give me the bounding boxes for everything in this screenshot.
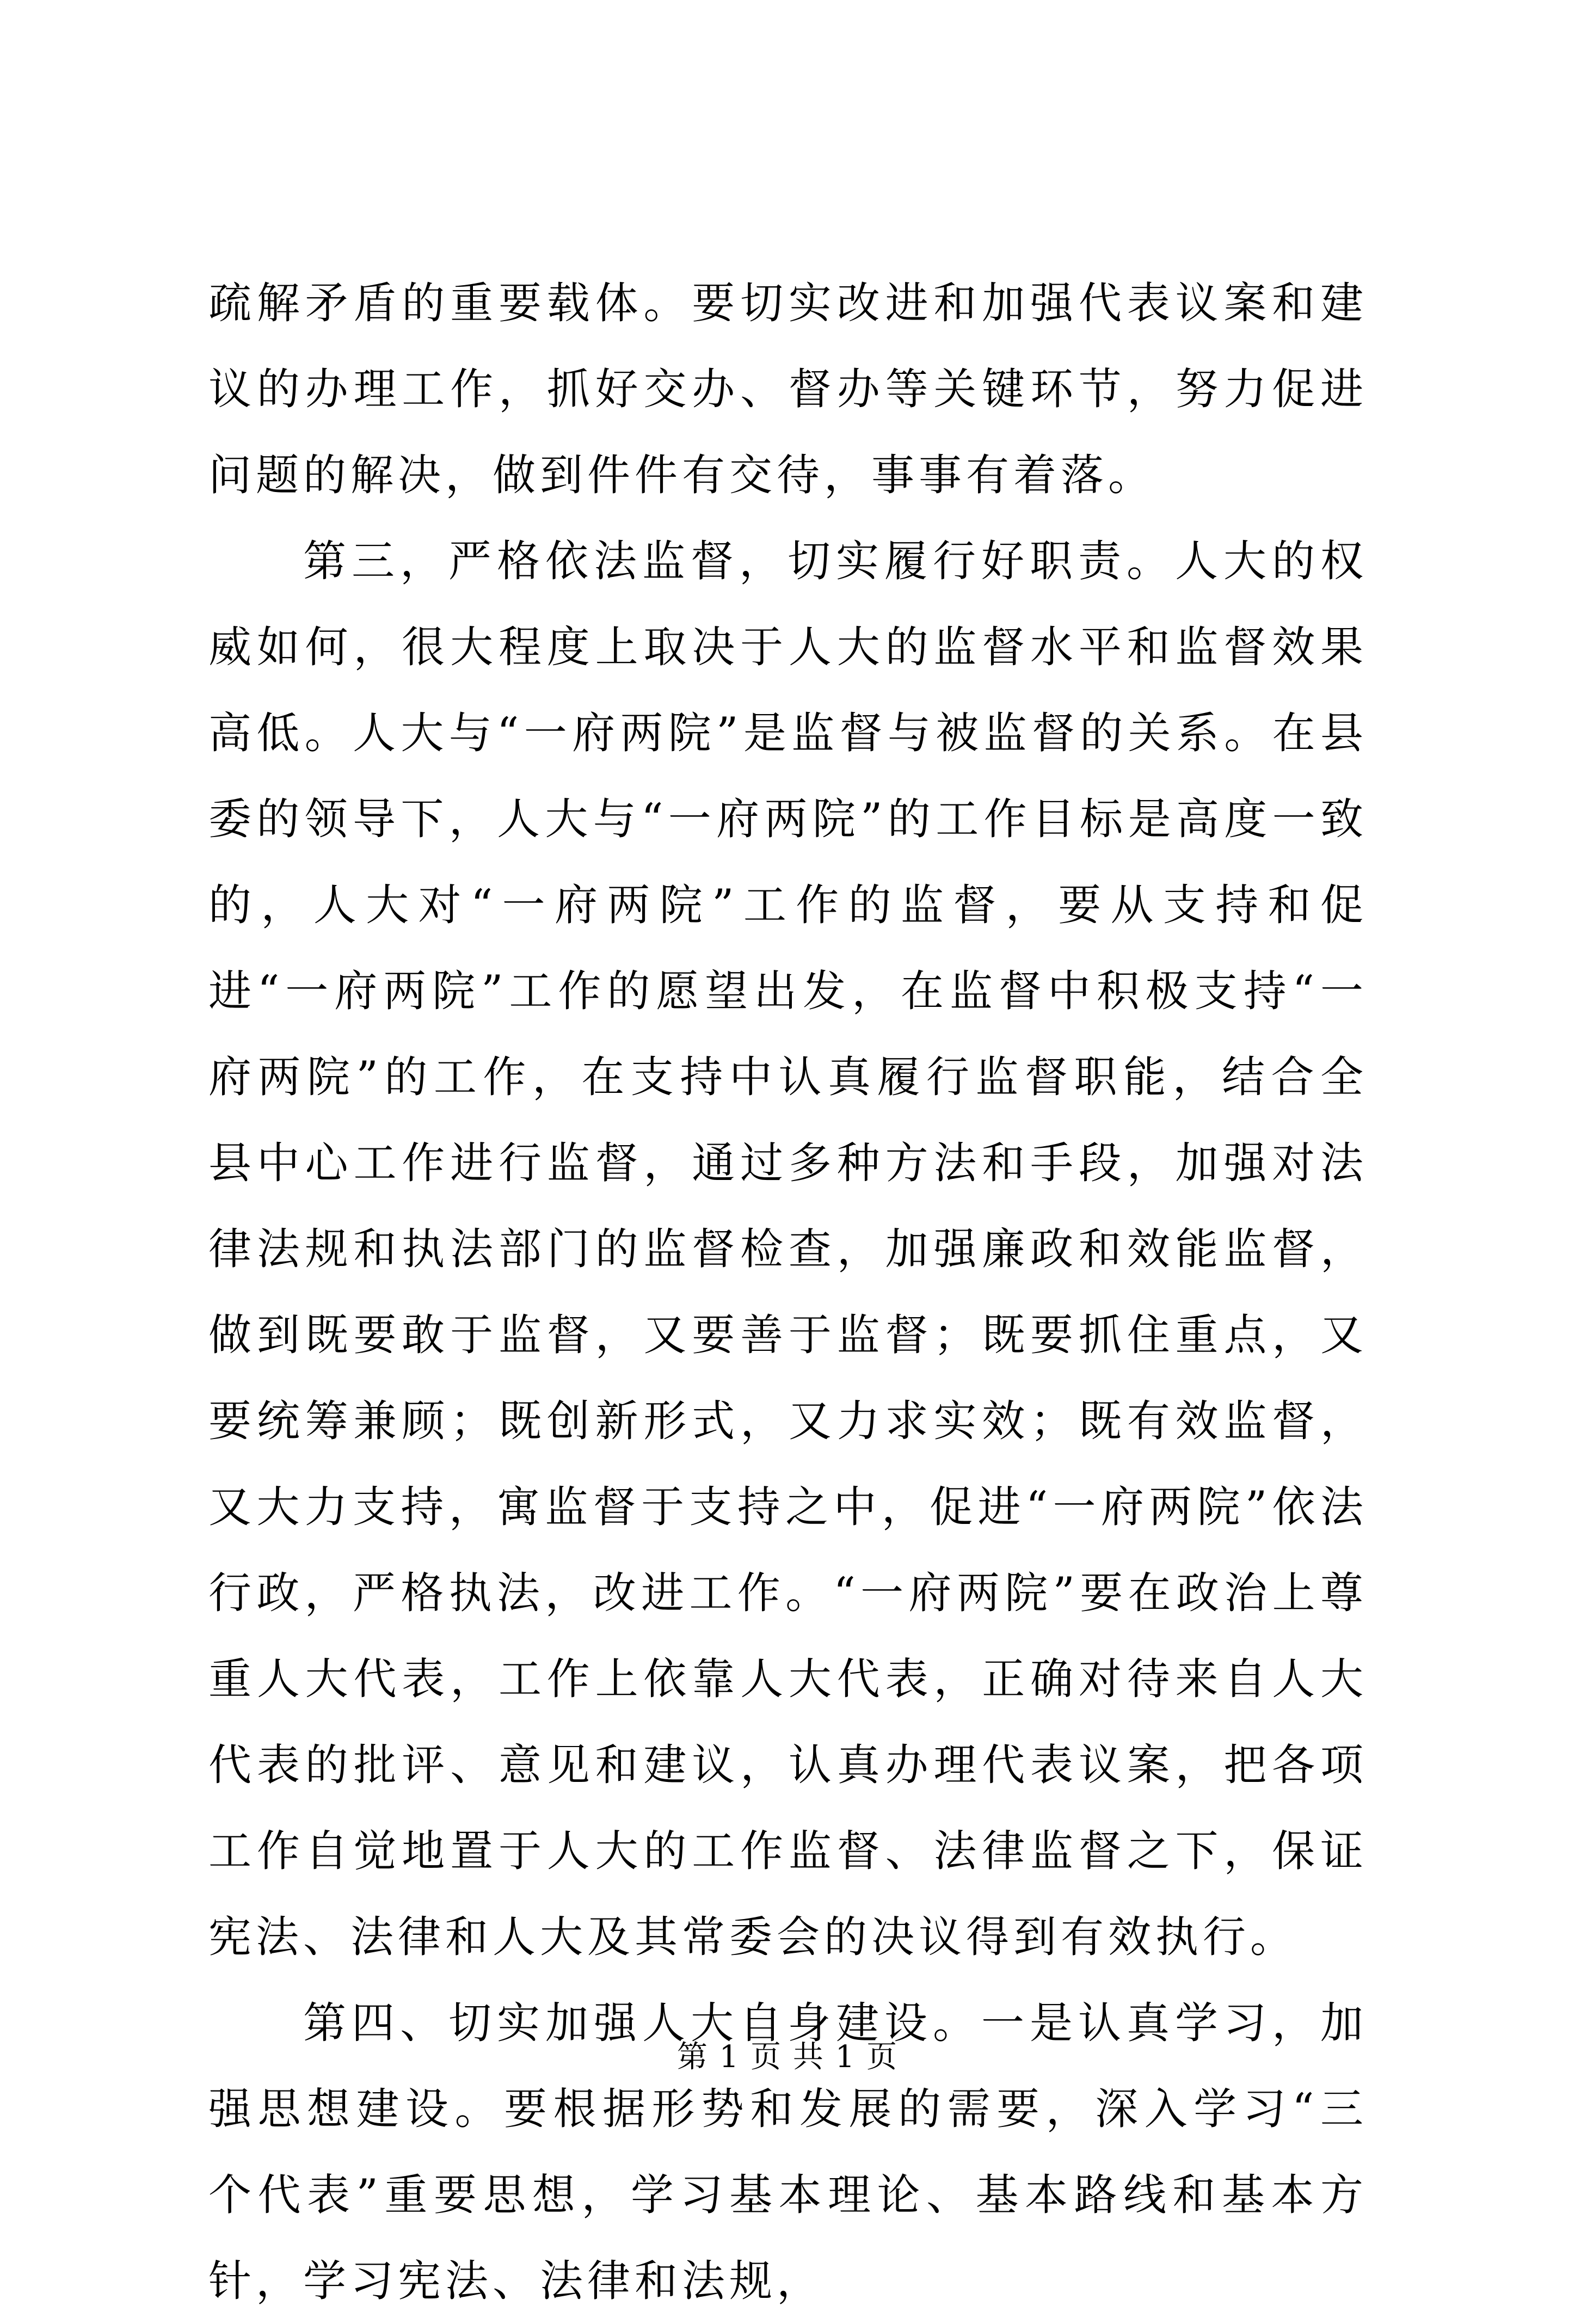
paragraph-continuation: 疏解矛盾的重要载体。要切实改进和加强代表议案和建议的办理工作，抓好交办、督办等关键环节，努力促进问题的解决，做到件件有交待，事事有着落。 [208,278,1368,500]
paragraph-self-building: 第四、切实加强人大自身建设。一是认真学习，加强思想建设。要根据形势和发展的需要，深入学习“三个代表”重要思想，学习基本理论、基本路线和基本方针，学习宪法、法律和法规， [208,1998,1368,2306]
paragraph-supervision: 第三，严格依法监督，切实履行好职责。人大的权威如何，很大程度上取决于人大的监督水平和监督效果高低。人大与“一府两院”是监督与被监督的关系。在县委的领导下，人大与“一府两院”的工作目标是高度一致的，人大对“一府两院”工作的监督，要从支持和促进“一府两院”工作的愿望出发，在监督中积极支持“一府两院”的工作，在支持中认真履行监督职能，结合全县中心工作进行监督，通过多种方法和手段，加强对法律法规和执法部门的监督检查，加强廉政和效能监督，做到既要敢于监督，又要善于监督；既要抓住重点，又要统筹兼顾；既创新形式，又力求实效；既有效监督，又大力支持，寓监督于支持之中，促进“一府两院”依法行政，严格执法，改进工作。“一府两院”要在政治上尊重人大代表，工作上依靠人大代表，正确对待来自人大代表的批评、意见和建议，认真办理代表议案，把各项工作自觉地置于人大的工作监督、法律监督之下，保证宪法、法律和人大及其常委会的决议得到有效执行。 [208,536,1368,1962]
page-footer: 第 1 页 共 1 页 [676,2039,899,2075]
document-body [208,260,1368,2324]
